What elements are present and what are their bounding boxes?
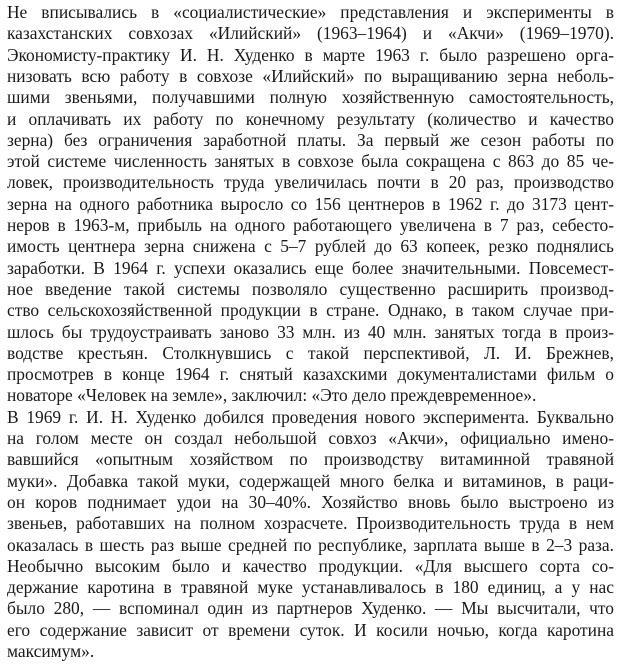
text-line: Экономисту-практику И. Н. Худенко в марте 1963 г. было разрешено орга-: [7, 44, 614, 65]
text-line: заработки. В 1964 г. успехи оказались еще более значительными. Повсемест-: [7, 257, 614, 278]
text-line: и оплачивать их работу по конечному результату (количество и качество: [7, 108, 614, 129]
text-line: В 1969 г. И. Н. Худенко добился проведения нового эксперимента. Буквально: [7, 406, 614, 427]
text-line: неров в 1963-м, прибыль на одного работающего увеличена в 7 раз, себесто-: [7, 215, 614, 235]
text-line: было 280, — вспоминал один из партнеров Худенко. — Мы высчитали, что: [7, 598, 614, 619]
text-line: максимум».: [7, 641, 95, 661]
text-line: зерна) без ограничения заработной платы. За первый же сезон работы по: [7, 129, 614, 150]
text-line: его содержание зависит от времени суток. И косили ночью, когда каротина: [7, 619, 614, 640]
text-line: оказалась в шесть раз выше средней по республике, зарплата выше в 2–3 раза.: [7, 534, 614, 555]
text-line: этой системе численность занятых в совхозе была сокращена с 863 до 85 че-: [7, 151, 614, 172]
text-line: низовать всю работу в совхозе «Илийский» по выращиванию зерна неболь-: [7, 65, 614, 86]
text-line: зерна на одного работника выросло со 156 центнеров в 1962 г. до 3173 цент-: [7, 193, 614, 214]
text-line: Необычно высоким было и качество продукции. «Для высшего сорта со-: [7, 555, 614, 576]
text-line: вавшийся «опытным хозяйством по производству витаминной травяной: [7, 449, 614, 470]
text-line: звеньев, работавших на полном хозрасчете. Производительность труда в нем: [7, 513, 614, 534]
text-line: держание каротина в травяной муке устанавливалось в 180 единиц, а у нас: [7, 577, 614, 598]
text-line: муки». Добавка такой муки, содержащей много белка и витаминов, в раци-: [7, 470, 614, 491]
text-line: просмотрев в конце 1964 г. снятый казахскими документалистами фильм о: [7, 364, 614, 385]
text-line: шими звеньями, получавшими полную хозяйственную самостоятельность,: [7, 87, 614, 108]
text-line: на голом месте он создал небольшой совхоз «Акчи», официально имено-: [7, 428, 614, 448]
text-line: имость центнера зерна снижена с 5–7 рублей до 63 копеек, резко поднялись: [7, 236, 614, 257]
text-line: водстве крестьян. Столкнувшись с такой перспективой, Л. И. Брежнев,: [7, 342, 614, 363]
text-line: шлось бы трудоустраивать заново 33 млн. из 40 млн. занятых тогда в произ-: [7, 321, 614, 342]
text-line: ловек, производительность труда увеличилась почти в 20 раз, производство: [7, 172, 614, 193]
text-line: ство сельскохозяйственной продукции в стране. Однако, в таком случае при-: [7, 300, 614, 321]
text-line: он коров поднимает удои на 30–40%. Хозяйство вновь было выстроено из: [7, 491, 614, 512]
text-line: новаторе «Человек на земле», заключил: «Это дело преждевременное».: [7, 385, 537, 406]
text-line: Не вписывались в «социалистические» представления и эксперименты в: [7, 2, 614, 22]
text-line: ное введение такой системы позволяло существенно расширить производ-: [7, 278, 614, 299]
text-line: казахстанских совхозах «Илийский» (1963–1964) и «Акчи» (1969–1970).: [7, 23, 614, 44]
